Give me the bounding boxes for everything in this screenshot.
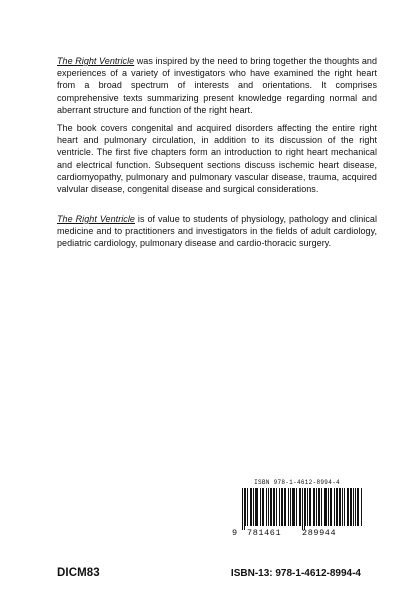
barcode-bar (351, 488, 352, 526)
barcode-bar (250, 488, 251, 526)
book-title-reference: The Right Ventricle (57, 214, 135, 224)
barcode-bar (314, 488, 315, 526)
barcode-bar (253, 488, 254, 526)
barcode-bar (330, 488, 331, 526)
barcode-bar (321, 488, 322, 526)
barcode-bar (257, 488, 258, 526)
barcode-bar (309, 488, 310, 526)
barcode-bar (274, 488, 275, 526)
barcode-bar (268, 488, 269, 526)
barcode-bar (279, 488, 280, 526)
description-paragraph-1 (57, 55, 377, 116)
barcode-bar (307, 488, 308, 526)
barcode-bar (319, 488, 320, 526)
barcode-bar (288, 488, 289, 526)
barcode-bar (336, 488, 337, 526)
barcode-bar (310, 488, 311, 526)
barcode-digit-group-a: 781461 (247, 528, 282, 538)
description-paragraph-2 (57, 122, 377, 195)
barcode-bar (245, 488, 246, 526)
barcode-bar (284, 488, 285, 526)
barcode-bar (355, 488, 356, 526)
description-paragraph-3 (57, 213, 377, 250)
barcode-bar (334, 488, 335, 526)
barcode-bar (292, 488, 293, 526)
barcode-bar (282, 488, 283, 526)
barcode-bar (326, 488, 327, 526)
barcode-bar (273, 488, 274, 526)
barcode-bar (347, 488, 348, 526)
barcode-bar (251, 488, 252, 526)
barcode-bar (296, 488, 297, 526)
barcode-bar (331, 488, 332, 526)
catalog-code: DICM83 (57, 567, 100, 579)
barcode-bar (318, 488, 319, 526)
barcode-bar (302, 488, 303, 530)
barcode-digit-group-b: 289944 (302, 528, 337, 538)
barcode-bar (328, 488, 329, 526)
barcode-bar (244, 488, 245, 530)
barcode-bar (348, 488, 349, 526)
barcode-bar (339, 488, 340, 526)
barcode-bar (342, 488, 343, 526)
barcode-bar (276, 488, 277, 526)
barcode-bar (313, 488, 314, 526)
paragraph-3-text: is of value to students of physiology, pathology and clinical medicine and to practitioners and investigators in the fields of adult cardiology, pediatric cardiology, pulmonary disease and cardio-thoracic surgery. (57, 214, 377, 249)
barcode-bar (262, 488, 263, 526)
barcode-bar (337, 488, 338, 526)
barcode-bar (350, 488, 351, 526)
barcode-bar (281, 488, 282, 526)
barcode-bar (325, 488, 326, 526)
barcode-bar (304, 488, 305, 530)
paragraph-1-text: was inspired by the need to bring together the thoughts and experiences of a variety of investigators who have examined the right heart from a broad spectrum of interests and orientations. It comprises comprehensive texts summarizing present knowledge regarding normal and aberrant structure and function of the right heart. (57, 56, 377, 115)
barcode-bars (232, 488, 362, 530)
barcode-bar (300, 488, 301, 526)
barcode-bar (305, 488, 306, 526)
barcode-isbn-label: ISBN 978-1-4612-8994-4 (254, 479, 340, 486)
barcode-bar (358, 488, 359, 526)
barcode-bar (340, 488, 341, 526)
barcode-bar (242, 488, 243, 530)
paragraph-2-text: The book covers congenital and acquired disorders affecting the entire right heart and pulmonary circulation, in addition to its discussion of the right ventricle. The first five chapters form an introduction to right heart mechanical and electrical function. Subsequent sections discuss ischemic heart disease, cardiomyopathy, pulmonary and pulmonary vascular disease, trauma, acquired valvular disease, congenital disease and surgical considerations. (57, 123, 377, 195)
barcode-bar (299, 488, 300, 526)
barcode-bar (316, 488, 317, 526)
barcode-bar (290, 488, 291, 526)
barcode-bar (324, 488, 325, 526)
barcode-bar (285, 488, 286, 526)
barcode-digit-lead: 9 (232, 528, 238, 538)
barcode-bar (255, 488, 256, 526)
barcode-bar (260, 488, 261, 526)
barcode-bar (271, 488, 272, 526)
barcode-bar (357, 488, 358, 526)
barcode-bar (361, 488, 362, 526)
footer-isbn: ISBN-13: 978-1-4612-8994-4 (230, 568, 361, 579)
barcode-bar (256, 488, 257, 526)
barcode-bar (344, 488, 345, 526)
barcode-bar (270, 488, 271, 526)
barcode-bar (294, 488, 295, 526)
barcode-bar (293, 488, 294, 526)
isbn-barcode (232, 479, 362, 559)
barcode-bar (353, 488, 354, 526)
barcode-bar (266, 488, 267, 526)
book-title-reference: The Right Ventricle (57, 56, 135, 66)
barcode-bar (247, 488, 248, 526)
barcode-bar (263, 488, 264, 526)
